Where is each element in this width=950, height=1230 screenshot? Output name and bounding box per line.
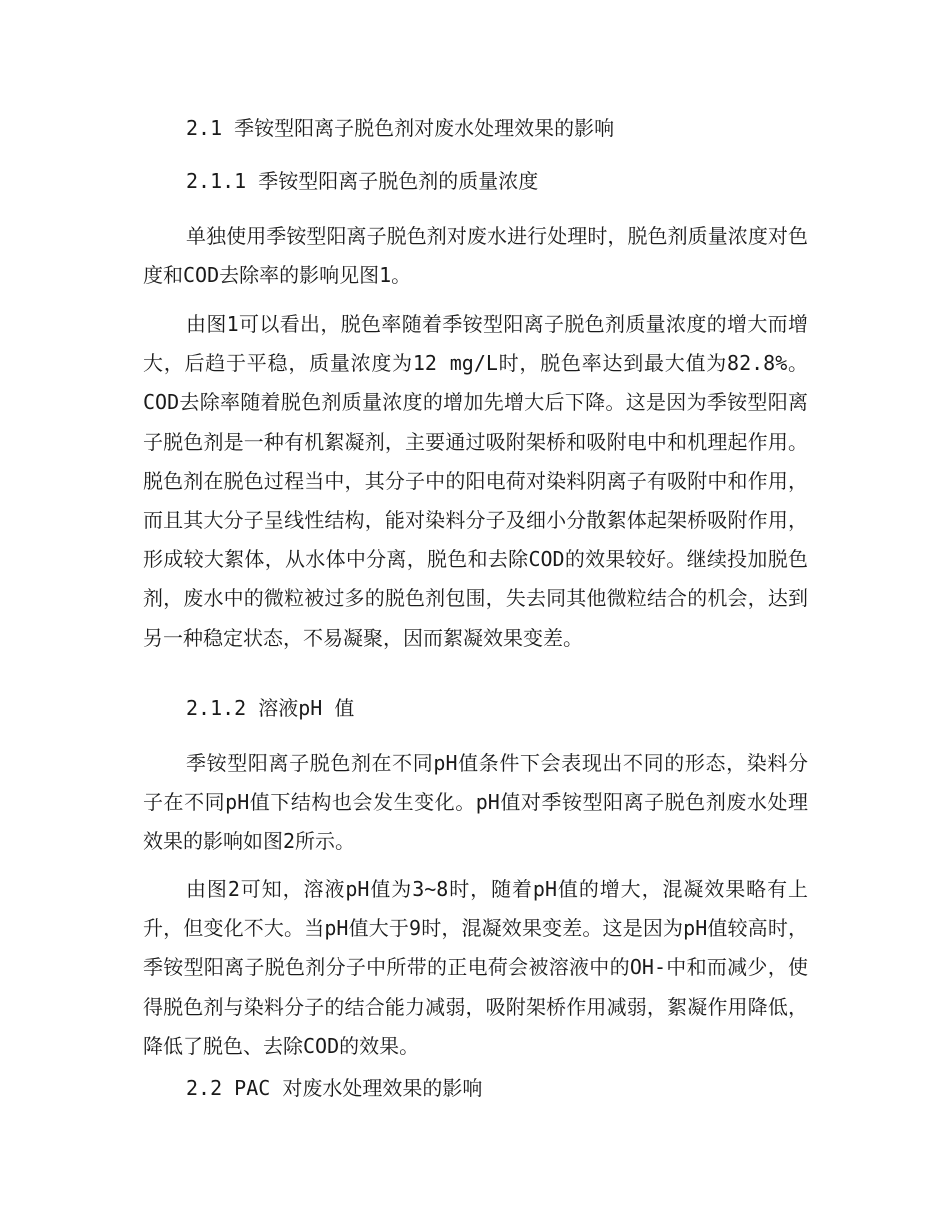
paragraph-4: 由图2可知，溶液pH值为3~8时，随着pH值的增大，混凝效果略有上升，但变化不大。当pH值大于9时，混凝效果变差。这是因为pH值较高时，季铵型阳离子脱色剂分子中所带的正电荷会被溶液中的OH-中和而减少，使得脱色剂与染料分子的结合能力减弱，吸附架桥作用减弱，絮凝作用降低，降低了脱色、去除COD的效果。 xyxy=(143,877,808,1058)
section-2-1-heading: 2.1 季铵型阳离子脱色剂对废水处理效果的影响 xyxy=(186,116,615,140)
section-2-1-1-heading: 2.1.1 季铵型阳离子脱色剂的质量浓度 xyxy=(186,169,539,193)
section-2-2-heading: 2.2 PAC 对废水处理效果的影响 xyxy=(186,1076,483,1100)
paragraph-3: 季铵型阳离子脱色剂在不同pH值条件下会表现出不同的形态，染料分子在不同pH值下结构也会发生变化。pH值对季铵型阳离子脱色剂废水处理效果的影响如图2所示。 xyxy=(143,751,808,854)
section-2-1-2-heading: 2.1.2 溶液pH 值 xyxy=(186,696,355,720)
paragraph-1: 单独使用季铵型阳离子脱色剂对废水进行处理时，脱色剂质量浓度对色度和COD去除率的影响见图1。 xyxy=(143,224,808,288)
paragraph-2: 由图1可以看出，脱色率随着季铵型阳离子脱色剂质量浓度的增大而增大，后趋于平稳，质量浓度为12 mg/L时，脱色率达到最大值为82.8%。COD去除率随着脱色剂质量浓度的增加先增大后下降。这是因为季铵型阳离子脱色剂是一种有机絮凝剂，主要通过吸附架桥和吸附电中和机理起作用。脱色剂在脱色过程当中，其分子中的阳电荷对染料阴离子有吸附中和作用，而且其大分子呈线性结构，能对染料分子及细小分散絮体起架桥吸附作用，形成较大絮体，从水体中分离，脱色和去除COD的效果较好。继续投加脱色剂，废水中的微粒被过多的脱色剂包围，失去同其他微粒结合的机会，达到另一种稳定状态，不易凝聚，因而絮凝效果变差。 xyxy=(143,312,808,650)
